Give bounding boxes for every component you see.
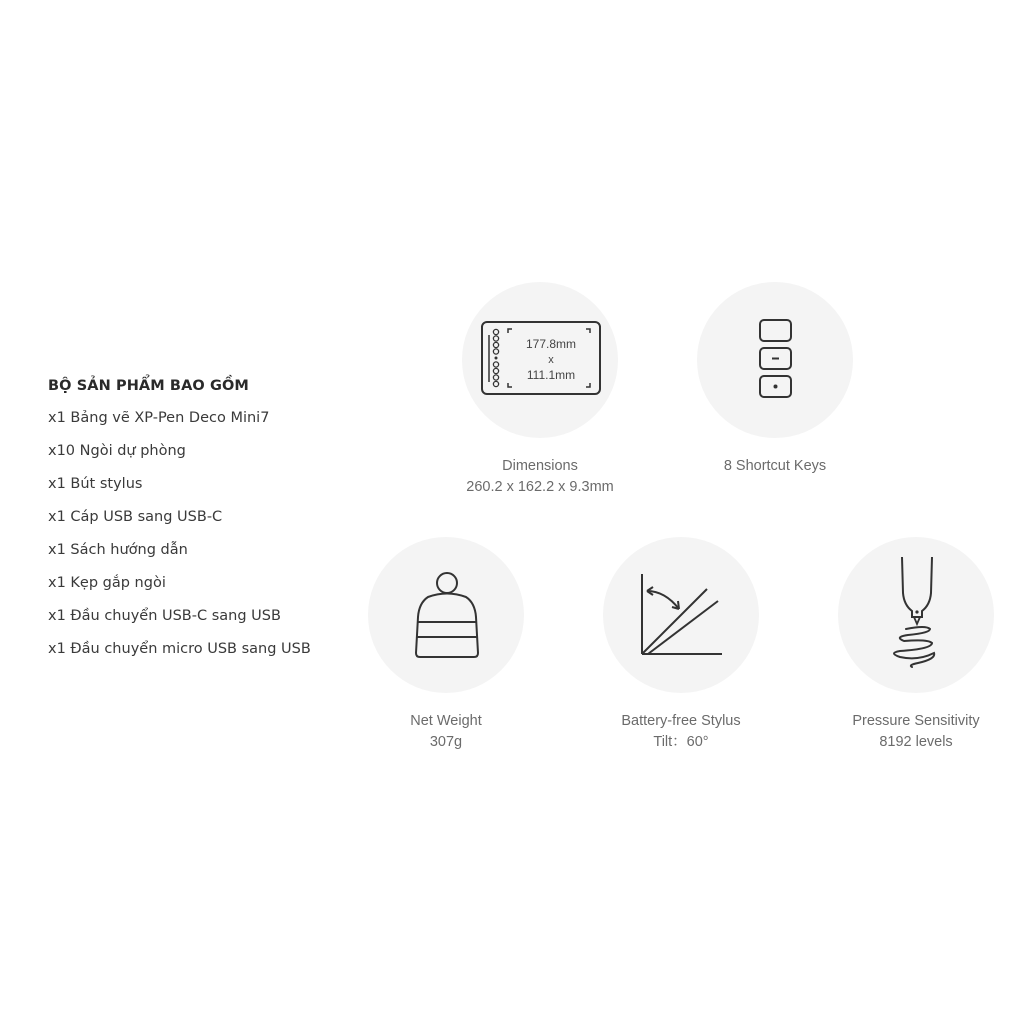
list-item: x1 Sách hướng dẫn xyxy=(48,542,188,558)
feature-label: Dimensions xyxy=(502,458,578,474)
tablet-dimensions-icon xyxy=(462,282,618,438)
feature-value: Tilt：60° xyxy=(653,734,709,750)
feature-value: 260.2 x 162.2 x 9.3mm xyxy=(466,479,614,495)
area-width-text: 177.8mm xyxy=(525,337,577,351)
feature-value: 8192 levels xyxy=(879,734,953,750)
list-item: x1 Bảng vẽ XP-Pen Deco Mini7 xyxy=(48,410,270,426)
list-item: x1 Đầu chuyển USB-C sang USB xyxy=(48,608,281,624)
tilt-angle-icon xyxy=(603,537,759,693)
list-item: x1 Cáp USB sang USB-C xyxy=(48,509,223,525)
package-contents xyxy=(48,378,348,673)
list-item: x1 Kẹp gắp ngòi xyxy=(48,575,166,591)
pen-pressure-icon xyxy=(838,537,994,693)
feature-label: Pressure Sensitivity xyxy=(852,713,980,729)
package-title: BỘ SẢN PHẨM BAO GỒM xyxy=(48,378,249,394)
weight-icon xyxy=(368,537,524,693)
list-item: x1 Đầu chuyển micro USB sang USB xyxy=(48,641,311,657)
feature-circle xyxy=(838,537,994,693)
feature-circle xyxy=(368,537,524,693)
feature-circle xyxy=(697,282,853,438)
shortcut-keys-icon xyxy=(697,282,853,438)
feature-label: Battery-free Stylus xyxy=(621,713,741,729)
list-item: x10 Ngòi dự phòng xyxy=(48,443,186,459)
feature-label: Net Weight xyxy=(410,713,482,729)
feature-label: 8 Shortcut Keys xyxy=(723,458,827,474)
feature-circle xyxy=(603,537,759,693)
list-item: x1 Bút stylus xyxy=(48,476,143,492)
package-list xyxy=(48,409,348,673)
area-x-text: x xyxy=(548,354,554,366)
feature-circle xyxy=(462,282,618,438)
feature-value: 307g xyxy=(429,734,463,750)
area-height-text: 111.1mm xyxy=(526,368,576,382)
